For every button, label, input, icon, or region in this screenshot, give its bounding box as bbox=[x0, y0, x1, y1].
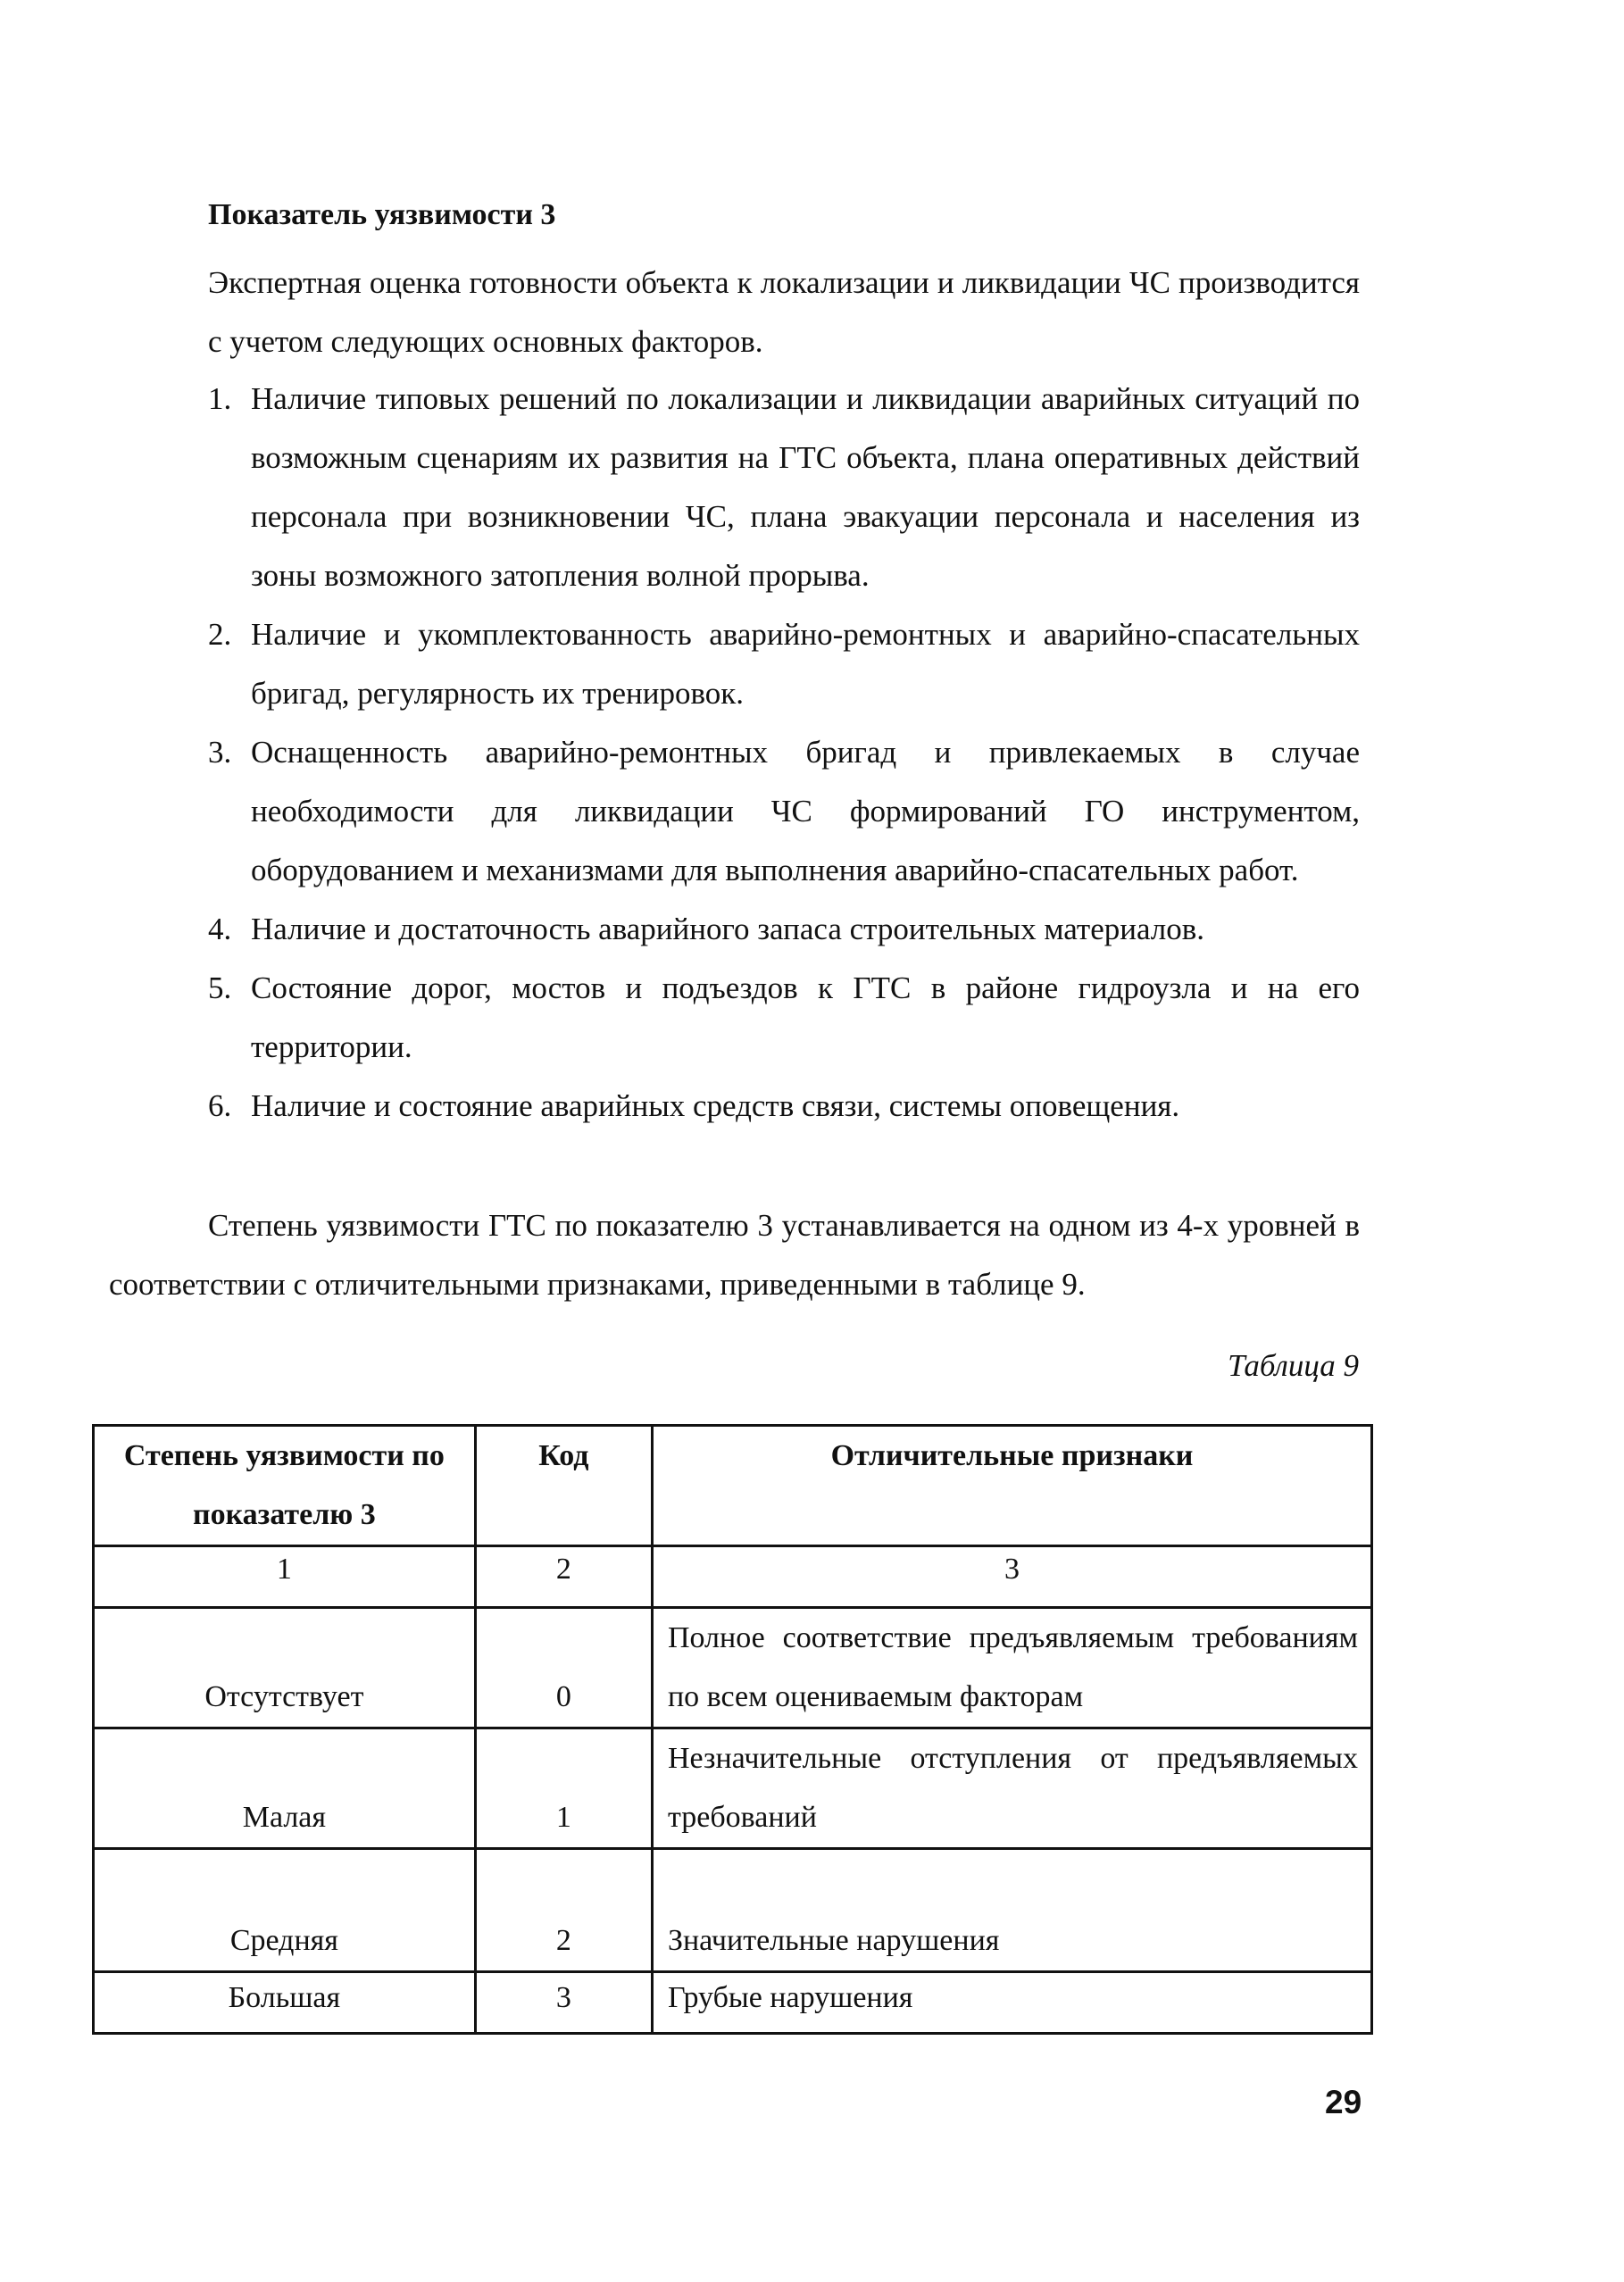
desc-cell: Незначительные отступления от предъявляемых требований bbox=[652, 1728, 1371, 1849]
code-cell: 2 bbox=[475, 1849, 652, 1972]
factor-number: 5. bbox=[208, 970, 232, 1005]
code-cell: 1 bbox=[475, 1728, 652, 1849]
table-row bbox=[94, 1608, 1372, 1728]
table-row bbox=[94, 1972, 1372, 2034]
factor-text: Оснащенность аварийно-ремонтных бригад и привлекаемых в случае необходимости для ликвидации ЧС формирований ГО инструментом, оборудованием и механизмами для выполнения аварийно-спасательных работ. bbox=[251, 735, 1360, 887]
level-cell: Средняя bbox=[94, 1849, 476, 1972]
factor-text: Состояние дорог, мостов и подъездов к ГТС в районе гидроузла и на его территории. bbox=[251, 970, 1360, 1064]
header-level: Степень уязвимости по показателю 3 bbox=[94, 1426, 476, 1546]
factor-text: Наличие и укомплектованность аварийно-ремонтных и аварийно-спасательных бригад, регулярность их тренировок. bbox=[251, 617, 1360, 711]
factor-item bbox=[208, 959, 1360, 1077]
factors-list bbox=[208, 370, 1360, 1136]
factor-number: 3. bbox=[208, 735, 232, 770]
table-header-row bbox=[94, 1426, 1372, 1546]
table-row bbox=[94, 1849, 1372, 1972]
table-row bbox=[94, 1728, 1372, 1849]
factor-number: 6. bbox=[208, 1088, 232, 1123]
table-caption: Таблица 9 bbox=[1228, 1348, 1359, 1383]
header-code: Код bbox=[475, 1426, 652, 1546]
factor-number: 4. bbox=[208, 912, 232, 946]
section-heading: Показатель уязвимости 3 bbox=[208, 198, 556, 231]
level-cell: Большая bbox=[94, 1972, 476, 2034]
header-signs: Отличительные признаки bbox=[652, 1426, 1371, 1546]
code-cell: 3 bbox=[475, 1972, 652, 2034]
factor-text: Наличие типовых решений по локализации и ликвидации аварийных ситуаций по возможным сценариям их развития на ГТС объекта, плана оперативных действий персонала при возникновении ЧС, плана эвакуации персонала и населения из зоны возможного затопления волной прорыва. bbox=[251, 381, 1360, 593]
factor-text: Наличие и достаточность аварийного запаса строительных материалов. bbox=[251, 912, 1205, 946]
column-number: 2 bbox=[475, 1546, 652, 1608]
factor-number: 1. bbox=[208, 381, 232, 416]
factor-text: Наличие и состояние аварийных средств связи, системы оповещения. bbox=[251, 1088, 1180, 1123]
conclusion-paragraph: Степень уязвимости ГТС по показателю 3 устанавливается на одном из 4-х уровней в соответствии с отличительными признаками, приведенными в таблице 9. bbox=[109, 1208, 1360, 1302]
level-cell: Малая bbox=[94, 1728, 476, 1849]
desc-cell: Значительные нарушения bbox=[652, 1849, 1371, 1972]
factor-item bbox=[208, 605, 1360, 723]
factor-number: 2. bbox=[208, 617, 232, 652]
desc-cell: Полное соответствие предъявляемым требованиям по всем оцениваемым факторам bbox=[652, 1608, 1371, 1728]
column-number-row bbox=[94, 1546, 1372, 1608]
page-number: 29 bbox=[1325, 2084, 1362, 2120]
factor-item bbox=[208, 1077, 1360, 1136]
factor-item bbox=[208, 900, 1360, 959]
column-number: 1 bbox=[94, 1546, 476, 1608]
factor-item bbox=[208, 370, 1360, 605]
code-cell: 0 bbox=[475, 1608, 652, 1728]
desc-cell: Грубые нарушения bbox=[652, 1972, 1371, 2034]
vulnerability-table bbox=[92, 1424, 1373, 2035]
level-cell: Отсутствует bbox=[94, 1608, 476, 1728]
intro-paragraph: Экспертная оценка готовности объекта к локализации и ликвидации ЧС производится с учетом следующих основных факторов. bbox=[208, 265, 1360, 359]
column-number: 3 bbox=[652, 1546, 1371, 1608]
factor-item bbox=[208, 723, 1360, 900]
